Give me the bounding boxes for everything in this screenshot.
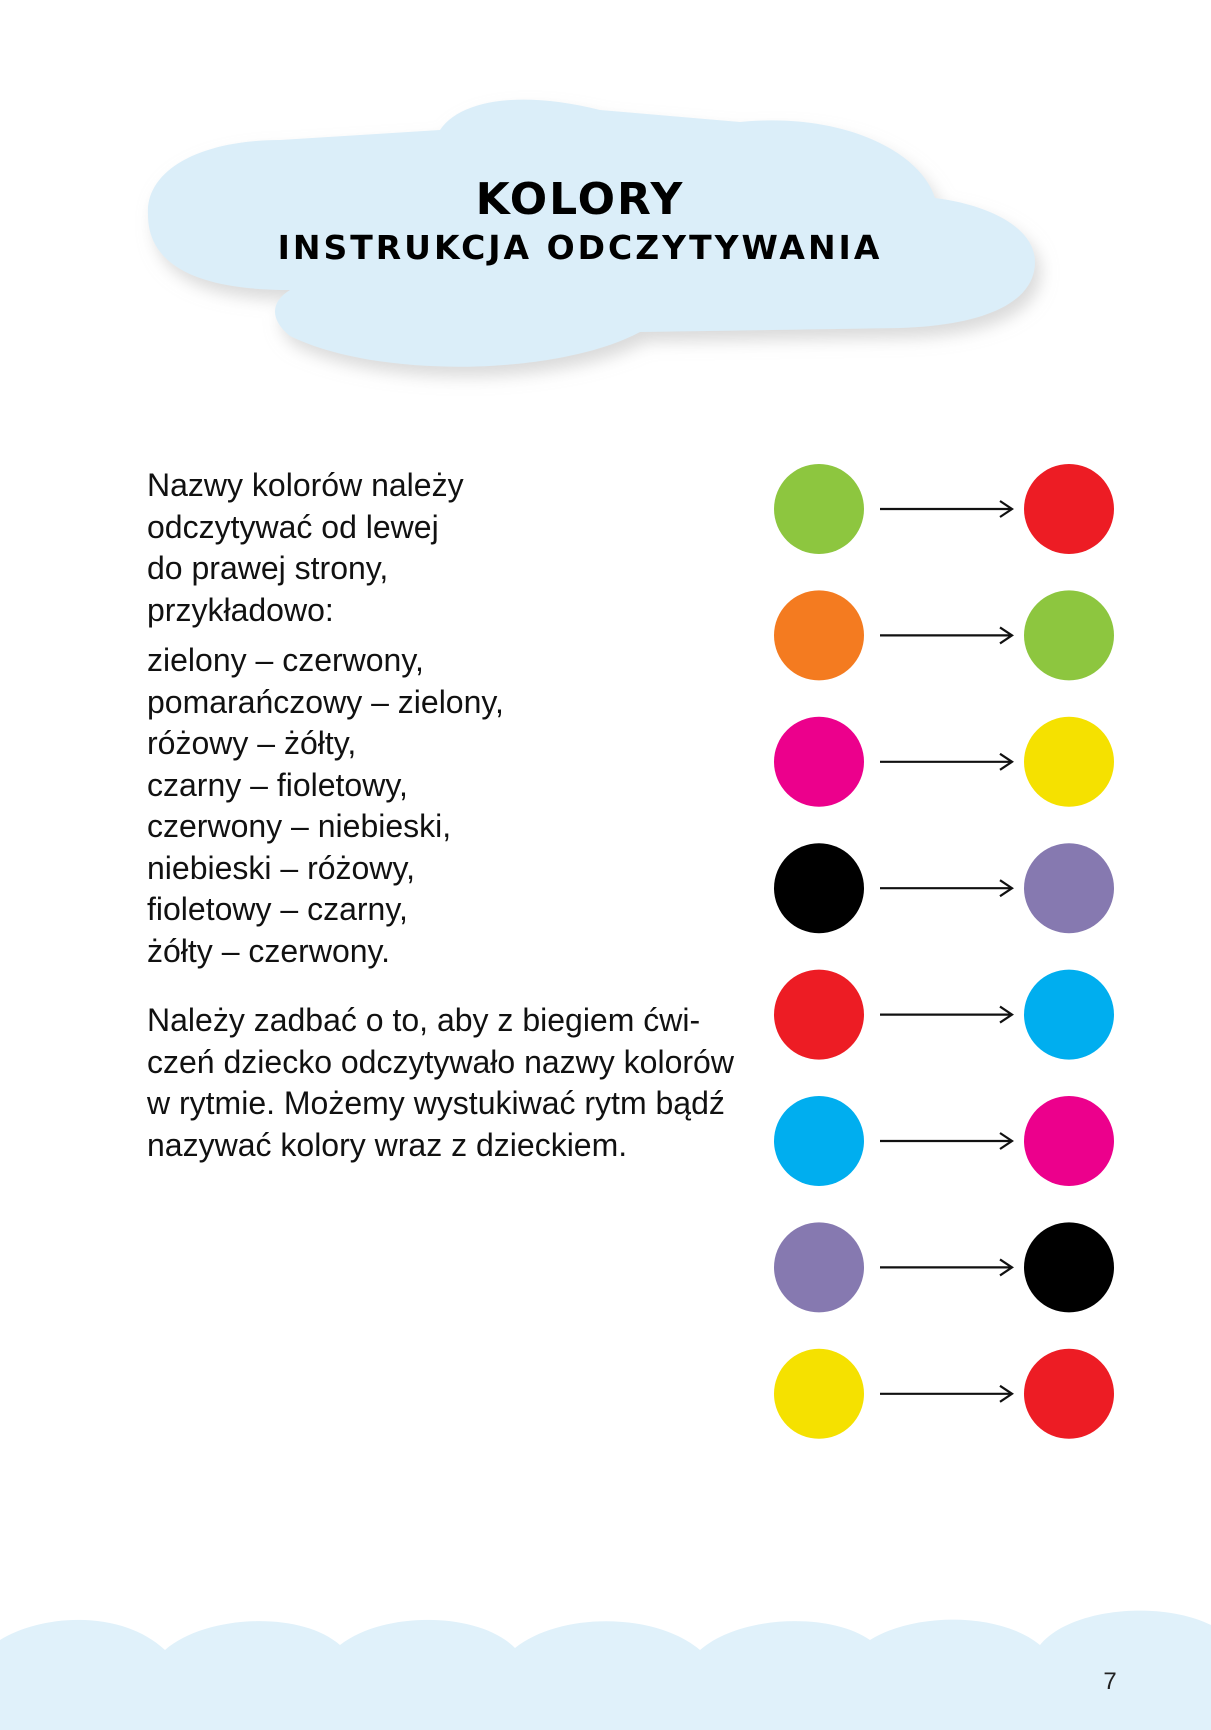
color-pair — [774, 1096, 1114, 1186]
note-line: w rytmie. Możemy wystukiwać rytm bądź — [147, 1085, 725, 1121]
color-pair — [774, 717, 1114, 807]
example-line: pomarańczowy – zielony, — [147, 683, 504, 720]
right-color-dot — [1024, 1349, 1114, 1439]
color-pair — [774, 843, 1114, 933]
left-color-dot — [774, 1096, 864, 1186]
left-color-dot — [774, 970, 864, 1060]
color-pairs — [774, 464, 1114, 1439]
left-color-dot — [774, 590, 864, 680]
left-color-dot — [774, 1349, 864, 1439]
right-color-dot — [1024, 1222, 1114, 1312]
example-line: zielony – czerwony, — [147, 642, 424, 678]
example-line: czerwony – niebieski, — [147, 808, 452, 844]
intro-paragraph — [147, 465, 762, 631]
examples-list — [147, 640, 762, 972]
page-title: KOLORY — [475, 174, 685, 225]
right-color-dot — [1024, 843, 1114, 933]
right-color-dot — [1024, 1096, 1114, 1186]
color-pair — [774, 590, 1114, 680]
right-color-dot — [1024, 464, 1114, 554]
left-color-dot — [774, 717, 864, 807]
bottom-clouds — [0, 1611, 1211, 1730]
example-line: różowy – żółty, — [147, 725, 357, 761]
left-color-dot — [774, 1222, 864, 1312]
right-color-dot — [1024, 590, 1114, 680]
intro-line: przykładowo: — [147, 591, 334, 628]
right-color-dot — [1024, 970, 1114, 1060]
example-line: żółty – czerwony. — [147, 932, 391, 969]
color-pair — [774, 970, 1114, 1060]
left-color-dot — [774, 843, 864, 933]
note-line: nazywać kolory wraz z dzieckiem. — [147, 1126, 628, 1163]
intro-line: Nazwy kolorów należy — [147, 467, 464, 503]
note-line: czeń dziecko odczytywało nazwy kolorów — [147, 1043, 734, 1080]
example-line: niebieski – różowy, — [147, 849, 415, 886]
example-line: czarny – fioletowy, — [147, 766, 408, 803]
left-color-dot — [774, 464, 864, 554]
color-pair — [774, 464, 1114, 554]
intro-line: do prawej strony, — [147, 550, 389, 586]
note-line: Należy zadbać o to, aby z biegiem ćwi- — [147, 1002, 701, 1038]
right-color-dot — [1024, 717, 1114, 807]
color-pair — [774, 1222, 1114, 1312]
note-paragraph — [147, 1000, 762, 1166]
color-pair — [774, 1349, 1114, 1439]
page-subtitle: INSTRUKCJA ODCZYTYWANIA — [277, 228, 883, 267]
page-number: 7 — [1103, 1668, 1117, 1695]
bottom-clouds-shape — [0, 1611, 1211, 1730]
intro-line: odczytywać od lewej — [147, 508, 439, 545]
example-line: fioletowy – czarny, — [147, 891, 408, 927]
